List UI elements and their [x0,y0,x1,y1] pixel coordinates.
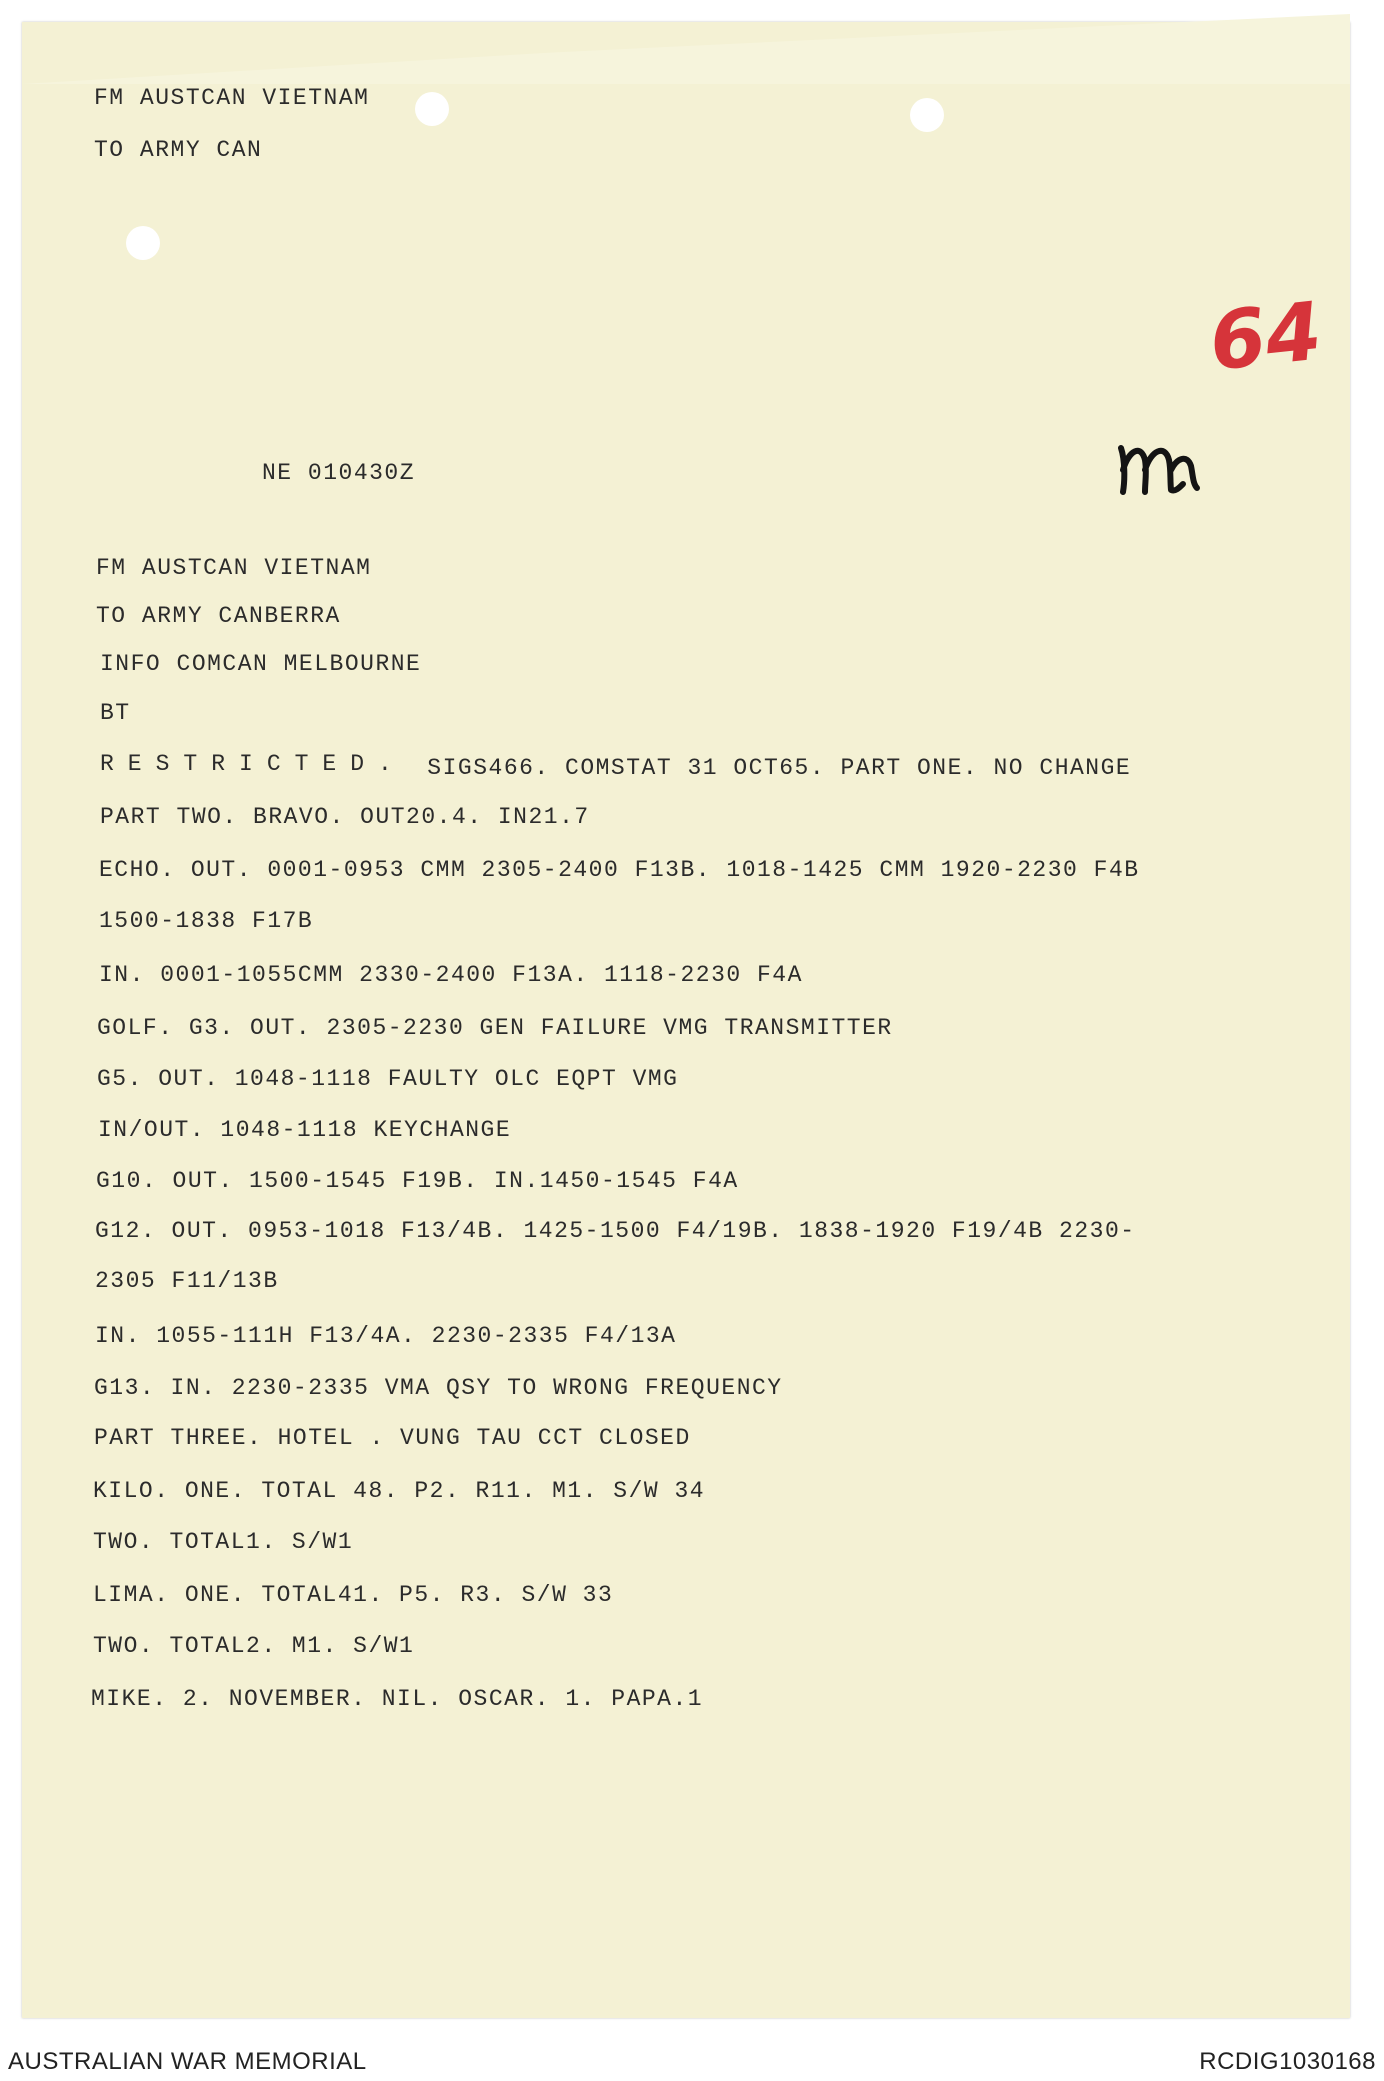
message-line: PART THREE. HOTEL . VUNG TAU CCT CLOSED [94,1425,691,1451]
message-line: IN. 1055-111H F13/4A. 2230-2335 F4/13A [95,1323,677,1349]
punch-hole [126,226,160,260]
message-line: TWO. TOTAL1. S/W1 [93,1529,354,1555]
message-line: 2305 F11/13B [95,1268,279,1294]
message-line-sigs: SIGS466. COMSTAT 31 OCT65. PART ONE. NO CHANGE [412,755,1132,781]
message-line: MIKE. 2. NOVEMBER. NIL. OSCAR. 1. PAPA.1 [91,1686,704,1712]
message-line-to: TO ARMY CANBERRA [96,603,341,629]
message-line: G13. IN. 2230-2335 VMA QSY TO WRONG FREQUENCY [94,1375,783,1401]
punch-hole [415,92,449,126]
message-line: ECHO. OUT. 0001-0953 CMM 2305-2400 F13B. 1018-1425 CMM 1920-2230 F4B [99,857,1140,883]
message-line: LIMA. ONE. TOTAL41. P5. R3. S/W 33 [93,1582,614,1608]
message-line-info: INFO COMCAN MELBOURNE [100,651,422,677]
header-from-line: FM AUSTCAN VIETNAM [94,85,370,111]
message-line: KILO. ONE. TOTAL 48. P2. R11. M1. S/W 34 [93,1478,706,1504]
message-line-bt: BT [100,700,131,726]
message-line: IN. 0001-1055CMM 2330-2400 F13A. 1118-2230 F4A [99,962,803,988]
header-to-line: TO ARMY CAN [94,137,263,163]
ne-line: NE 010430Z [262,460,416,486]
message-line: G5. OUT. 1048-1118 FAULTY OLC EQPT VMG [97,1066,679,1092]
message-line: IN/OUT. 1048-1118 KEYCHANGE [98,1117,512,1143]
footer-item-id: RCDIG1030168 [1199,2048,1376,2075]
message-line: 1500-1838 F17B [99,908,314,934]
message-line: TWO. TOTAL2. M1. S/W1 [93,1633,415,1659]
punch-hole [910,98,944,132]
footer-institution: AUSTRALIAN WAR MEMORIAL [8,2048,367,2075]
message-line: G12. OUT. 0953-1018 F13/4B. 1425-1500 F4/19B. 1838-1920 F19/4B 2230- [95,1218,1136,1244]
folio-number: 64 [1205,284,1326,389]
message-line-from: FM AUSTCAN VIETNAM [96,555,372,581]
classification-restricted: RESTRICTED. [100,751,406,777]
message-line: GOLF. G3. OUT. 2305-2230 GEN FAILURE VMG TRANSMITTER [97,1015,893,1041]
handwritten-initials [1115,430,1205,505]
message-line: G10. OUT. 1500-1545 F19B. IN.1450-1545 F4A [96,1168,739,1194]
message-line: PART TWO. BRAVO. OUT20.4. IN21.7 [100,804,590,830]
